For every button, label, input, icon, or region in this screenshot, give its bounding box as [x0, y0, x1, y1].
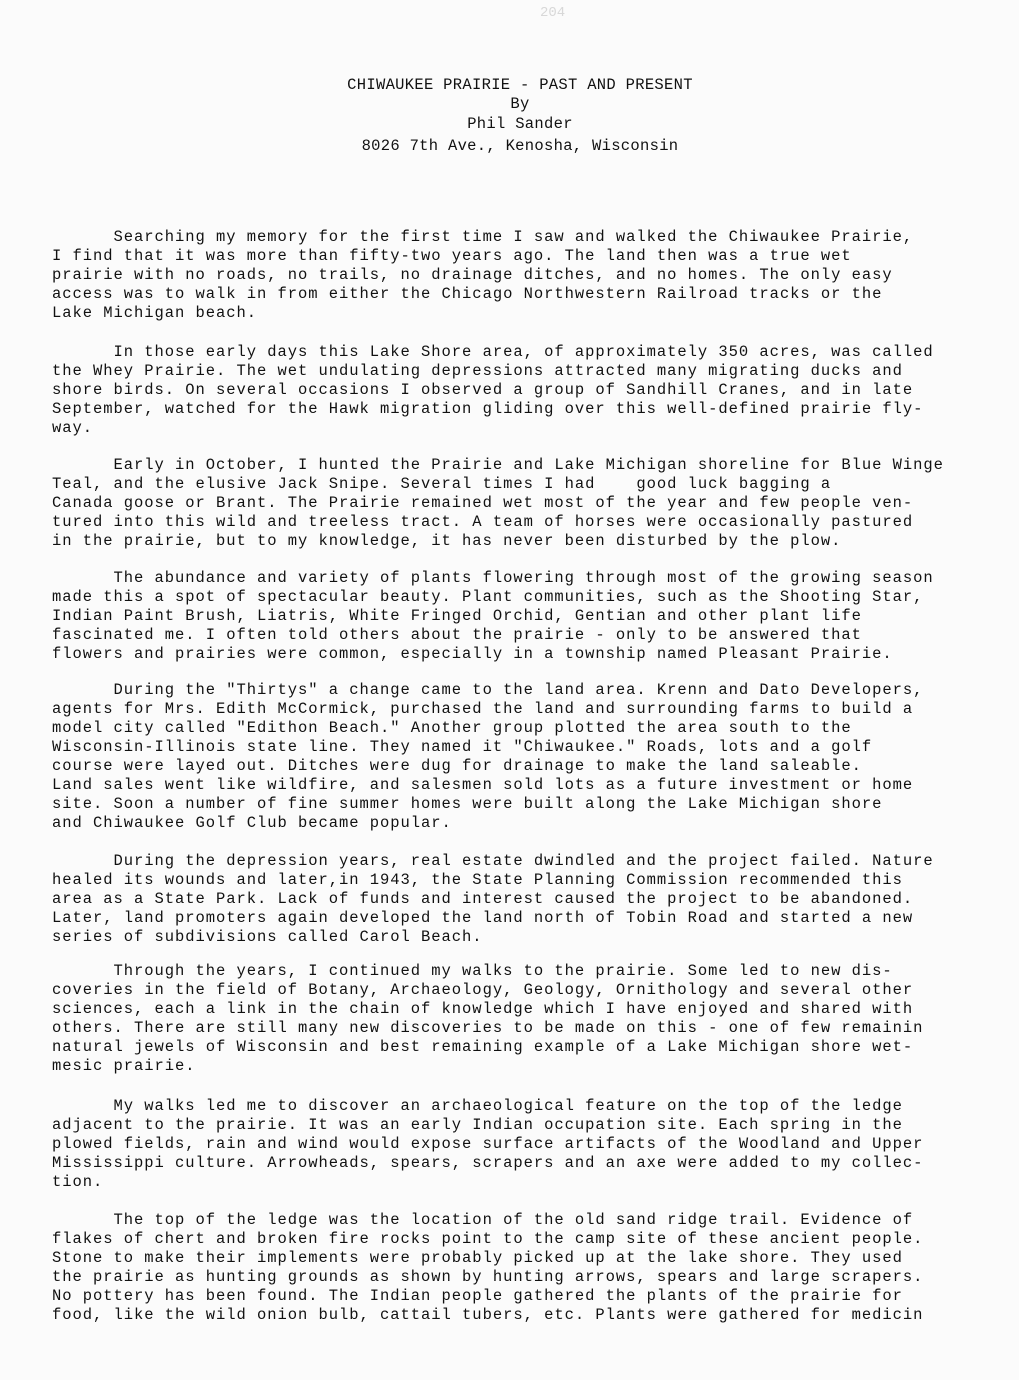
text-line: model city called "Edithon Beach." Another group plotted the area south to the — [52, 719, 852, 737]
text-line: mesic prairie. — [52, 1057, 196, 1075]
text-line: food, like the wild onion bulb, cattail tubers, etc. Plants were gathered for medicin — [52, 1306, 924, 1324]
text-line: series of subdivisions called Carol Beach. — [52, 928, 483, 946]
text-line: shore birds. On several occasions I observed a group of Sandhill Cranes, and in late — [52, 381, 914, 399]
byline-label: By — [510, 95, 530, 113]
text-line: In those early days this Lake Shore area, of approximately 350 acres, was called — [52, 343, 934, 361]
text-line: My walks led me to discover an archaeological feature on the top of the ledge — [52, 1097, 903, 1115]
text-line: plowed fields, rain and wind would expose surface artifacts of the Woodland and Upper — [52, 1135, 924, 1153]
text-line: in the prairie, but to my knowledge, it has never been disturbed by the plow. — [52, 532, 842, 550]
paragraph-7 — [52, 962, 1019, 1076]
text-line: coveries in the field of Botany, Archaeology, Geology, Ornithology and several other — [52, 981, 914, 999]
text-line: others. There are still many new discoveries to be made on this - one of few remainin — [52, 1019, 924, 1037]
text-line: flakes of chert and broken fire rocks point to the camp site of these ancient people. — [52, 1230, 924, 1248]
document-title: CHIWAUKEE PRAIRIE - PAST AND PRESENT — [347, 76, 693, 94]
page-number: 204 — [540, 5, 566, 21]
text-line: flowers and prairies were common, especially in a township named Pleasant Prairie. — [52, 645, 893, 663]
text-line: During the depression years, real estate dwindled and the project failed. Nature — [52, 852, 934, 870]
author-name: Phil Sander — [467, 115, 573, 133]
text-line: Early in October, I hunted the Prairie and Lake Michigan shoreline for Blue Winge — [52, 456, 944, 474]
paragraph-6 — [52, 852, 1019, 947]
text-line: way. — [52, 419, 94, 437]
author-address: 8026 7th Ave., Kenosha, Wisconsin — [361, 137, 679, 155]
text-line: sciences, each a link in the chain of knowledge which I have enjoyed and shared with — [52, 1000, 914, 1018]
text-line: The top of the ledge was the location of the old sand ridge trail. Evidence of — [52, 1211, 914, 1229]
text-line: Mississippi culture. Arrowheads, spears, scrapers and an axe were added to my collec- — [52, 1154, 924, 1172]
text-line: No pottery has been found. The Indian people gathered the plants of the prairie for — [52, 1287, 903, 1305]
text-line: healed its wounds and later,in 1943, the State Planning Commission recommended this — [52, 871, 903, 889]
paragraph-1 — [52, 228, 1019, 323]
text-line: tion. — [52, 1173, 104, 1191]
text-line: access was to walk in from either the Chicago Northwestern Railroad tracks or the — [52, 285, 883, 303]
text-line: During the "Thirtys" a change came to the land area. Krenn and Dato Developers, — [52, 681, 924, 699]
text-line: Through the years, I continued my walks to the prairie. Some led to new dis- — [52, 962, 893, 980]
text-line: Land sales went like wildfire, and salesmen sold lots as a future investment or home — [52, 776, 914, 794]
document-header — [300, 76, 740, 156]
text-line: area as a State Park. Lack of funds and interest caused the project to be abandoned. — [52, 890, 914, 908]
text-line: Wisconsin-Illinois state line. They named it "Chiwaukee." Roads, lots and a golf — [52, 738, 873, 756]
text-line: Lake Michigan beach. — [52, 304, 258, 322]
paragraph-2 — [52, 343, 1019, 438]
text-line: and Chiwaukee Golf Club became popular. — [52, 814, 452, 832]
text-line: September, watched for the Hawk migration gliding over this well-defined prairie fly- — [52, 400, 924, 418]
text-line: agents for Mrs. Edith McCormick, purchased the land and surrounding farms to build a — [52, 700, 914, 718]
text-line: The abundance and variety of plants flowering through most of the growing season — [52, 569, 934, 587]
text-line: the Whey Prairie. The wet undulating depressions attracted many migrating ducks and — [52, 362, 903, 380]
text-line: adjacent to the prairie. It was an early Indian occupation site. Each spring in the — [52, 1116, 903, 1134]
text-line: Indian Paint Brush, Liatris, White Fringed Orchid, Gentian and other plant life — [52, 607, 862, 625]
text-line: tured into this wild and treeless tract. A team of horses were occasionally pastured — [52, 513, 914, 531]
text-line: the prairie as hunting grounds as shown by hunting arrows, spears and large scrapers. — [52, 1268, 924, 1286]
text-line: Stone to make their implements were probably picked up at the lake shore. They used — [52, 1249, 903, 1267]
text-line: Later, land promoters again developed the land north of Tobin Road and started a new — [52, 909, 914, 927]
paragraph-5 — [52, 681, 1019, 833]
text-line: made this a spot of spectacular beauty. Plant communities, such as the Shooting Star, — [52, 588, 924, 606]
text-line: I find that it was more than fifty-two years ago. The land then was a true wet — [52, 247, 852, 265]
text-line: Searching my memory for the first time I saw and walked the Chiwaukee Prairie, — [52, 228, 914, 246]
text-line: Teal, and the elusive Jack Snipe. Several times I had good luck bagging a — [52, 475, 832, 493]
text-line: site. Soon a number of fine summer homes were built along the Lake Michigan shore — [52, 795, 883, 813]
text-line: Canada goose or Brant. The Prairie remained wet most of the year and few people ven- — [52, 494, 914, 512]
text-line: course were layed out. Ditches were dug for drainage to make the land saleable. — [52, 757, 862, 775]
text-line: prairie with no roads, no trails, no drainage ditches, and no homes. The only easy — [52, 266, 893, 284]
paragraph-8 — [52, 1097, 1019, 1192]
paragraph-9 — [52, 1211, 1019, 1325]
text-line: natural jewels of Wisconsin and best remaining example of a Lake Michigan shore wet- — [52, 1038, 914, 1056]
text-line: fascinated me. I often told others about the prairie - only to be answered that — [52, 626, 862, 644]
paragraph-3 — [52, 456, 1019, 551]
paragraph-4 — [52, 569, 1019, 664]
